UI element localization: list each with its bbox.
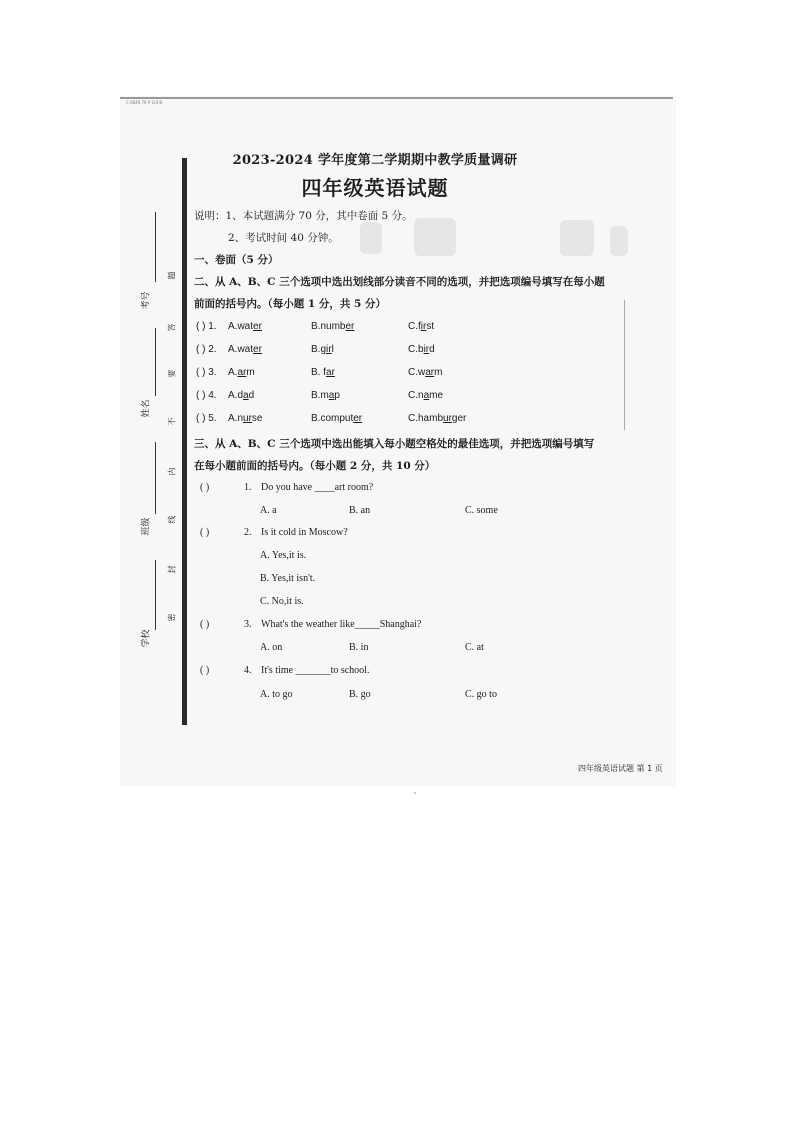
question-number: 4. [244,665,252,676]
seal-char: 题 [167,271,177,280]
question-text: What's the weather like_____Shanghai? [261,619,422,630]
option-c-underlined: ir [423,344,430,355]
fill-line-school [155,560,156,630]
page-footer: 四年级英语试题 第 1 页 [578,764,663,773]
bleed-through-blob [610,226,628,256]
option-a: A. a [260,505,277,516]
answer-paren[interactable]: ( ) [200,619,210,630]
question-text: Do you have ____art room? [261,482,374,493]
option-a [228,413,262,424]
answer-paren[interactable]: ( ) 2. [196,344,217,355]
seal-char: 要 [167,369,177,378]
option-a-text: A.wat [228,321,254,332]
question-text: It's time _______to school. [261,665,370,676]
option-a-rest: m [246,367,255,378]
margin-label-exam-no: 考号 [141,291,152,310]
option-c-underlined: a [423,390,430,401]
section-2-heading: 二、从 A、B、C 三个选项中选出划线部分读音不同的选项，并把选项编号填写在每小题 [194,276,605,288]
option-b [311,390,340,401]
option-b-underlined: ir [326,344,332,355]
option-b-rest: p [334,390,340,401]
answer-paren[interactable]: ( ) 4. [196,390,217,401]
option-b-text: B.comput [311,413,354,424]
option-c: C. No,it is. [260,596,304,607]
margin-label-school: 学校 [141,629,152,648]
option-b: B. an [349,505,371,516]
option-a [228,390,254,401]
seal-char: 不 [167,417,177,426]
option-b [311,367,335,378]
option-b-underlined: er [345,321,355,332]
option-a-rest: d [248,390,255,401]
question-number: 2. [244,527,252,538]
option-c-rest: me [429,390,444,401]
answer-paren[interactable]: ( ) [200,527,210,538]
answer-paren[interactable]: ( ) [200,665,210,676]
option-a-text: A.wat [228,344,254,355]
option-c-text: C.n [408,390,424,401]
option-b-text: B. f [311,367,327,378]
option-c-text: C.b [408,344,424,355]
option-b: B. Yes,it isn't. [260,573,316,584]
option-c-underlined: ur [443,413,452,424]
option-a [228,344,262,355]
bleed-through-blob [560,220,594,256]
option-b-rest: l [331,344,334,355]
exam-title-term: 2023-2024 学年度第二学期期中教学质量调研 [232,153,518,168]
option-c [408,390,443,401]
fill-line-class [155,442,156,514]
option-c [408,344,435,355]
seal-char: 密 [167,613,177,622]
option-b-text: B.g [311,344,327,355]
seal-char: 答 [167,323,177,332]
answer-paren[interactable]: ( ) 5. [196,413,217,424]
instruction-line-1: 说明：1、本试题满分 70 分，其中卷面 5 分。 [194,210,413,222]
option-b: B. go [349,689,371,700]
instruction-line-2: 2、考试时间 40 分钟。 [228,232,339,244]
option-a-text: A. [228,367,238,378]
option-c [408,321,434,332]
section-3-heading: 三、从 A、B、C 三个选项中选出能填入每小题空格处的最佳选项，并把选项编号填写 [194,438,595,450]
question-number: 1. [244,482,252,493]
scan-speck [414,792,416,794]
scan-top-edge [120,97,673,99]
option-c-rest: ger [451,413,467,424]
option-c: C. go to [465,689,497,700]
option-c: C. at [465,642,484,653]
option-a-rest: se [251,413,263,424]
exam-title-subject: 四年级英语试题 [301,176,449,200]
fill-line-name [155,328,156,396]
option-a-underlined: ur [243,413,252,424]
option-b [311,413,362,424]
option-c-underlined: ir [420,321,427,332]
question-number: 3. [244,619,252,630]
option-a-underlined: er [253,344,262,355]
option-c-text: C.hamb [408,413,444,424]
option-b-text: B.m [311,390,329,401]
option-c-text: C.w [408,367,426,378]
seal-char: 封 [167,565,177,574]
section-2-box-edge [624,300,625,430]
option-a-text: A.d [228,390,244,401]
option-b-underlined: er [353,413,363,424]
margin-label-name: 姓名 [141,399,152,418]
option-c-underlined: ar [425,367,435,378]
option-c: C. some [465,505,498,516]
option-a: A. to go [260,689,293,700]
option-a-underlined: ar [237,367,247,378]
bleed-through-blob [414,218,456,256]
question-text: Is it cold in Moscow? [261,527,348,538]
option-a [228,321,262,332]
seal-char: 内 [167,467,177,476]
margin-label-class: 班级 [141,517,152,536]
answer-paren[interactable]: ( ) [200,482,210,493]
section-3-heading-cont: 在每小题前面的括号内。（每小题 2 分，共 10 分） [194,460,436,472]
option-b [311,344,334,355]
option-b-underlined: a [328,390,335,401]
option-c-rest: d [429,344,435,355]
section-2-heading-cont: 前面的括号内。（每小题 1 分，共 5 分） [194,298,386,310]
option-b-underlined: ar [326,367,335,378]
option-c-rest: st [426,321,435,332]
option-a [228,367,255,378]
bleed-through-blob [360,222,382,254]
option-c [408,367,442,378]
option-a: A. on [260,642,283,653]
option-a-text: A.n [228,413,244,424]
seal-char: 线 [167,515,177,524]
option-a-underlined: a [243,390,249,401]
option-a-underlined: er [253,321,262,332]
answer-paren[interactable]: ( ) 1. [196,321,217,332]
binding-margin-bar [182,158,187,725]
answer-paren[interactable]: ( ) 3. [196,367,217,378]
option-b-text: B.numb [311,321,346,332]
fill-line-exam-no [155,212,156,282]
option-c-rest: m [434,367,443,378]
option-c [408,413,466,424]
scan-code: C 6649 7K P 1/4 B [126,100,163,105]
option-c-text: C.f [408,321,421,332]
section-1-heading: 一、卷面（5 分） [194,254,279,266]
option-b: B. in [349,642,369,653]
option-a: A. Yes,it is. [260,550,307,561]
option-b [311,321,354,332]
